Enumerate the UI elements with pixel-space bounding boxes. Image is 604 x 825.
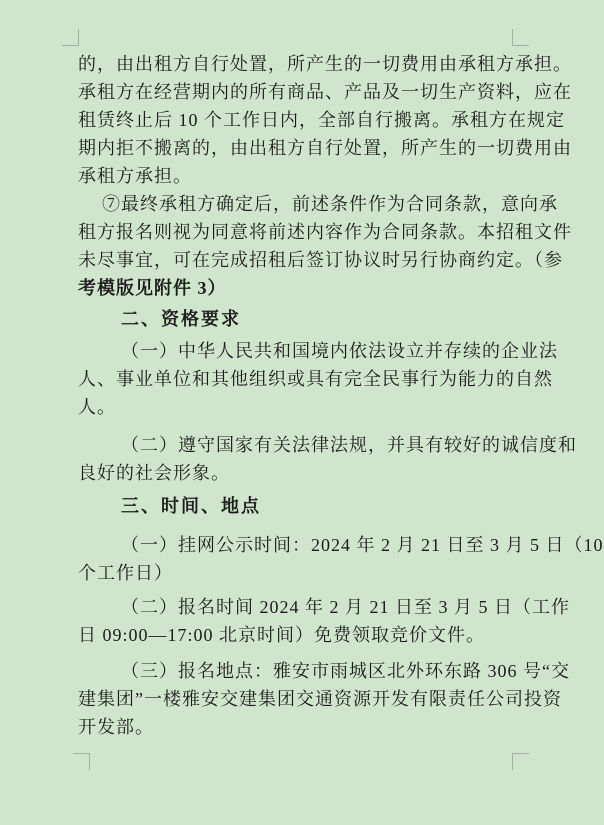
document-line: 建集团”一楼雅安交建集团交通资源开发有限责任公司投资 — [78, 689, 562, 709]
document-line: 二、资格要求 — [121, 309, 241, 329]
document-line: 人。 — [78, 397, 116, 417]
text-boundary-mark-top-left — [62, 29, 79, 46]
section-heading — [78, 492, 514, 520]
document-line: 未尽事宜，可在完成招租后签订协议时另行协商约定。（参 — [78, 250, 563, 270]
document-line: 租方报名则视为同意将前述内容作为合同条款。本招租文件 — [78, 222, 572, 242]
document-line: （三）报名地点：雅安市雨城区北外环东路 306 号“交 — [121, 661, 570, 681]
document-line: 个工作日） — [78, 563, 173, 583]
text-boundary-mark-bottom-left — [73, 753, 90, 770]
document-line: （二）报名时间 2024 年 2 月 21 日至 3 月 5 日（工作 — [121, 597, 570, 617]
document-line: 日 09:00—17:00 北京时间）免费领取竞价文件。 — [78, 625, 486, 645]
paragraph — [78, 337, 558, 421]
document-line: 开发部。 — [78, 717, 154, 737]
document-line: 承租方在经营期内的所有商品、产品及一切生产资料，应在 — [78, 82, 572, 102]
document-line: 的，由出租方自行处置，所产生的一切费用由承租方承担。 — [78, 54, 572, 74]
document-line: 考模版见附件 3） — [78, 278, 227, 298]
document-line: 良好的社会形象。 — [78, 463, 230, 483]
paragraph — [78, 190, 572, 302]
document-line: （二）遵守国家有关法律法规，并具有较好的诚信度和 — [121, 435, 577, 455]
document-line: 承租方承担。 — [78, 166, 192, 186]
document-text-block — [78, 50, 604, 741]
paragraph — [78, 531, 604, 587]
document-line: 人、事业单位和其他组织或具有完全民事行为能力的自然 — [78, 369, 553, 389]
document-line: 期内拒不搬离的，由出租方自行处置，所产生的一切费用由 — [78, 138, 572, 158]
document-line: （一）中华人民共和国境内依法设立并存续的企业法 — [121, 341, 558, 361]
paragraph — [78, 50, 572, 190]
paragraph — [78, 431, 577, 487]
document-line: 三、时间、地点 — [121, 496, 261, 516]
text-boundary-mark-top-right — [512, 29, 529, 46]
text-boundary-mark-bottom-right — [512, 753, 529, 770]
document-line: 租赁终止后 10 个工作日内，全部自行搬离。承租方在规定 — [78, 110, 565, 130]
paragraph — [78, 657, 570, 741]
section-heading — [78, 305, 514, 333]
document-line: （一）挂网公示时间：2024 年 2 月 21 日至 3 月 5 日（10 — [121, 535, 604, 555]
document-line: ⑦最终承租方确定后，前述条件作为合同条款，意向承 — [102, 194, 558, 214]
paragraph — [78, 593, 570, 649]
